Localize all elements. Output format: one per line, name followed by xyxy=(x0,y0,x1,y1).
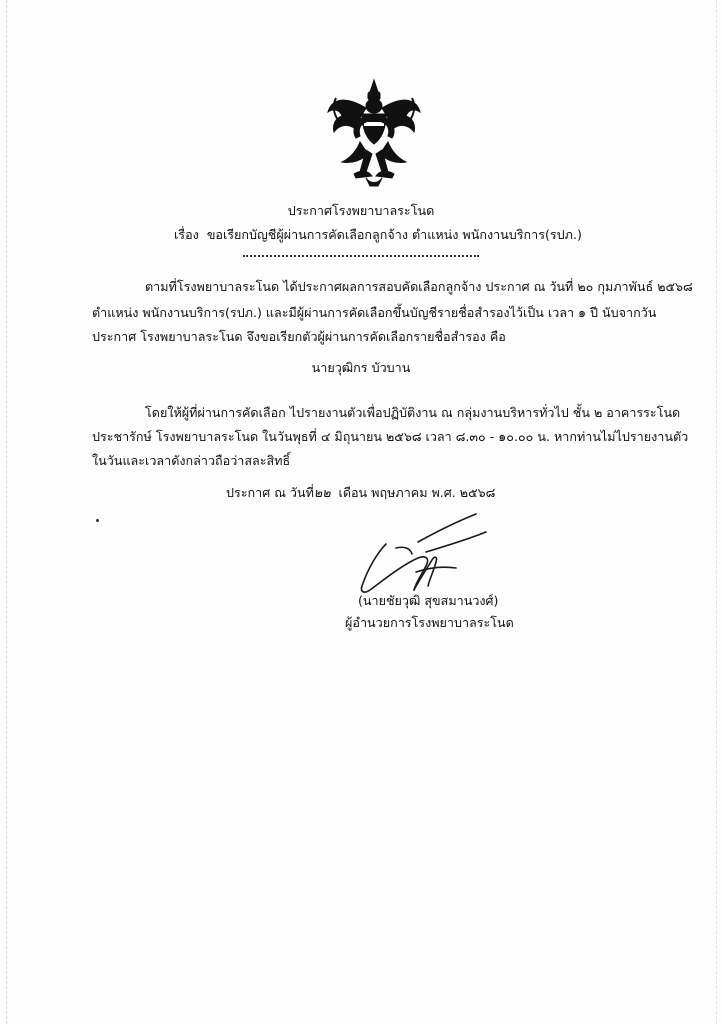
signatory-name: (นายชัยวุฒิ สุขสมานวงศ์) xyxy=(358,593,499,608)
document-title: ประกาศโรงพยาบาลระโนด xyxy=(287,203,435,218)
scan-speck xyxy=(96,519,99,522)
selected-candidate-name: นายวุฒิกร บัวบาน xyxy=(311,360,411,375)
subject-line xyxy=(174,226,582,244)
scan-edge-left xyxy=(6,0,8,1024)
scan-edge-right xyxy=(716,0,718,1024)
handwritten-signature xyxy=(356,512,506,604)
paragraph-2-line-2: ประชารักษ์ โรงพยาบาลระโนด ในวันพุธที่ ๔ มิถุนายน ๒๕๖๘ เวลา ๘.๓๐ - ๑๐.๐๐ น. หากท่านไม่ไปรายงานตัว xyxy=(92,429,689,444)
subject-text: ขอเรียกบัญชีผู้ผ่านการคัดเลือกลูกจ้าง ตำแหน่ง พนักงานบริการ(รปภ.) xyxy=(206,227,582,242)
announcement-day: ๒๒ xyxy=(313,485,331,500)
announcement-prefix: ประกาศ ณ วันที่ xyxy=(226,485,314,500)
subject-label: เรื่อง xyxy=(174,227,199,242)
garuda-emblem-icon xyxy=(326,78,422,188)
paragraph-1-line-3: ประกาศ โรงพยาบาลระโนด จึงขอเรียกตัวผู้ผ่านการคัดเลือกรายชื่อสำรอง คือ xyxy=(92,329,506,344)
announcement-month-year: เดือน พฤษภาคม พ.ศ. ๒๕๖๘ xyxy=(338,485,496,500)
paragraph-1-line-2: ตำแหน่ง พนักงานบริการ(รปภ.) และมีผู้ผ่านการคัดเลือกขึ้นบัญชีรายชื่อสำรองไว้เป็น เวลา ๑ ปี นับจากวัน xyxy=(92,305,657,320)
paragraph-2-line-1: โดยให้ผู้ที่ผ่านการคัดเลือก ไปรายงานตัวเพื่อปฏิบัติงาน ณ กลุ่มงานบริหารทั่วไป ชั้น ๒ อาคารระโนด xyxy=(145,405,681,420)
signatory-position: ผู้อำนวยการโรงพยาบาลระโนด xyxy=(345,615,514,630)
announcement-date xyxy=(226,484,495,502)
dotted-divider xyxy=(243,255,479,257)
paragraph-1-line-1: ตามที่โรงพยาบาลระโนด ได้ประกาศผลการสอบคัดเลือกลูกจ้าง ประกาศ ณ วันที่ ๒๐ กุมภาพันธ์ ๒๕๖๘ xyxy=(145,279,693,294)
paragraph-2-line-3: ในวันและเวลาดังกล่าวถือว่าสละสิทธิ์ xyxy=(92,453,291,468)
